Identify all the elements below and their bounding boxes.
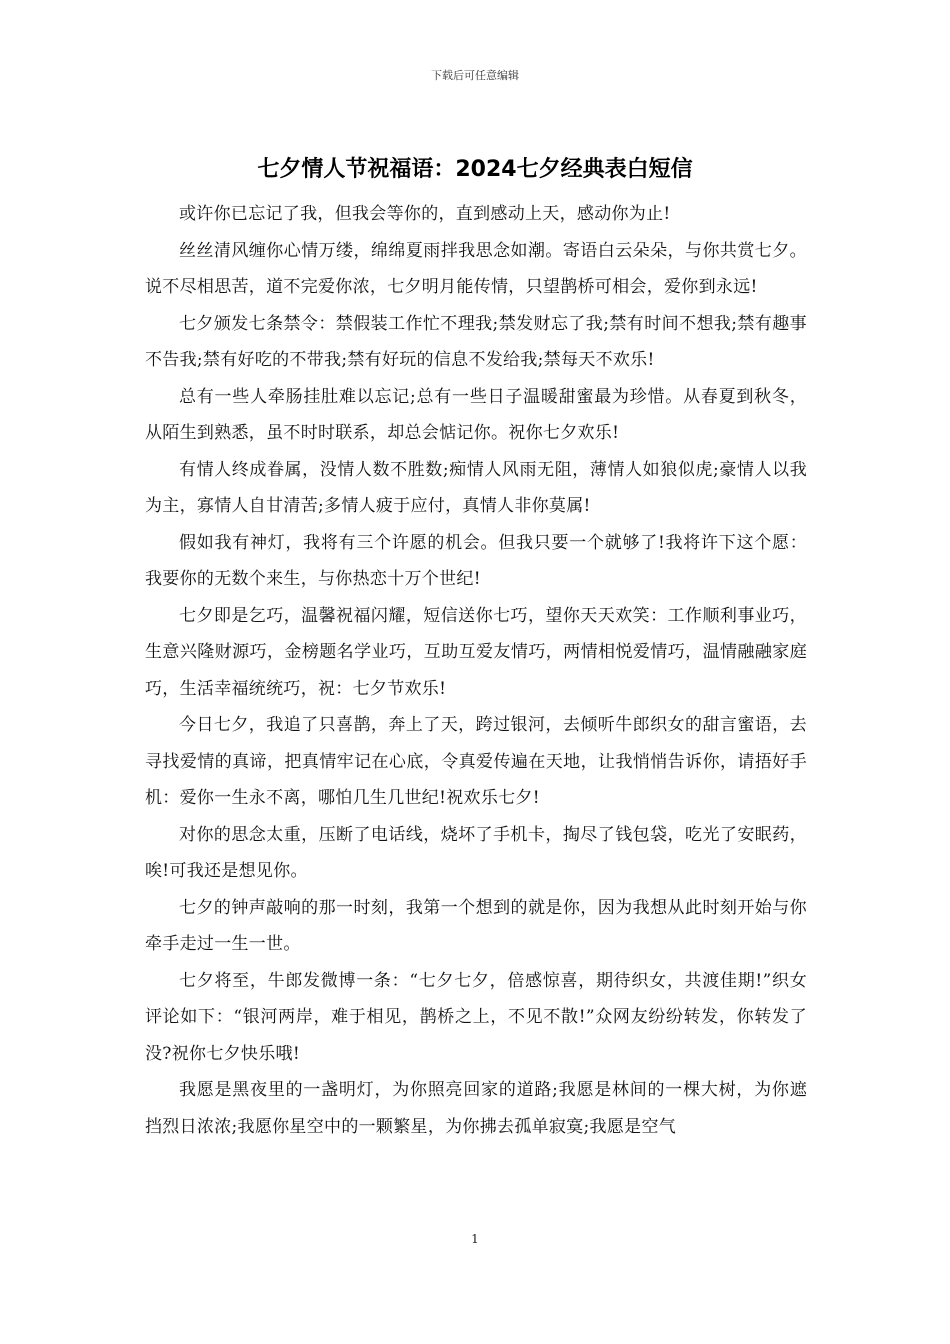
paragraph: 假如我有神灯，我将有三个许愿的机会。但我只要一个就够了!我将许下这个愿：我要你的无数个来生，与你热恋十万个世纪! <box>145 532 807 589</box>
paragraph: 七夕颁发七条禁令：禁假装工作忙不理我;禁发财忘了我;禁有时间不想我;禁有趣事不告我;禁有好吃的不带我;禁有好玩的信息不发给我;禁每天不欢乐! <box>145 313 807 370</box>
document-title: 七夕情人节祝福语：2024七夕经典表白短信 <box>257 157 693 182</box>
document-body <box>145 196 807 1145</box>
paragraph: 有情人终成眷属，没情人数不胜数;痴情人风雨无阻，薄情人如狼似虎;豪情人以我为主，寡情人自甘清苦;多情人疲于应付，真情人非你莫属! <box>145 459 807 516</box>
paragraph: 我愿是黑夜里的一盏明灯，为你照亮回家的道路;我愿是林间的一棵大树，为你遮挡烈日浓浓;我愿你星空中的一颗繁星，为你拂去孤单寂寞;我愿是空气 <box>145 1080 807 1137</box>
paragraph: 七夕即是乞巧，温馨祝福闪耀，短信送你七巧，望你天天欢笑：工作顺利事业巧，生意兴隆财源巧，金榜题名学业巧，互助互爱友情巧，两情相悦爱情巧，温情融融家庭巧，生活幸福统统巧，祝：七夕节欢乐! <box>145 605 807 699</box>
paragraph: 今日七夕，我追了只喜鹊，奔上了天，跨过银河，去倾听牛郎织女的甜言蜜语，去寻找爱情的真谛，把真情牢记在心底，令真爱传遍在天地，让我悄悄告诉你，请捂好手机：爱你一生永不离，哪怕几生几世纪!祝欢乐七夕! <box>145 715 807 808</box>
paragraph: 七夕将至，牛郎发微博一条：“七夕七夕，倍感惊喜，期待织女，共渡佳期!”织女评论如下：“银河两岸，难于相见，鹊桥之上，不见不散!”众网友纷纷转发，你转发了没?祝你七夕快乐哦! <box>145 970 807 1064</box>
paragraph: 总有一些人牵肠挂肚难以忘记;总有一些日子温暖甜蜜最为珍惜。从春夏到秋冬，从陌生到熟悉，虽不时时联系，却总会惦记你。祝你七夕欢乐! <box>145 386 807 443</box>
page-number: 1 <box>471 1232 479 1246</box>
paragraph: 丝丝清风缠你心情万缕，绵绵夏雨拌我思念如潮。寄语白云朵朵，与你共赏七夕。说不尽相思苦，道不完爱你浓，七夕明月能传情，只望鹊桥可相会，爱你到永远! <box>145 240 807 297</box>
paragraph: 或许你已忘记了我，但我会等你的，直到感动上天，感动你为止! <box>179 204 671 224</box>
paragraph: 七夕的钟声敲响的那一时刻，我第一个想到的就是你，因为我想从此时刻开始与你牵手走过一生一世。 <box>145 897 807 954</box>
header-note: 下载后可任意编辑 <box>431 69 519 82</box>
paragraph: 对你的思念太重，压断了电话线，烧坏了手机卡，掏尽了钱包袋，吃光了安眠药，唉!可我还是想见你。 <box>145 824 807 881</box>
